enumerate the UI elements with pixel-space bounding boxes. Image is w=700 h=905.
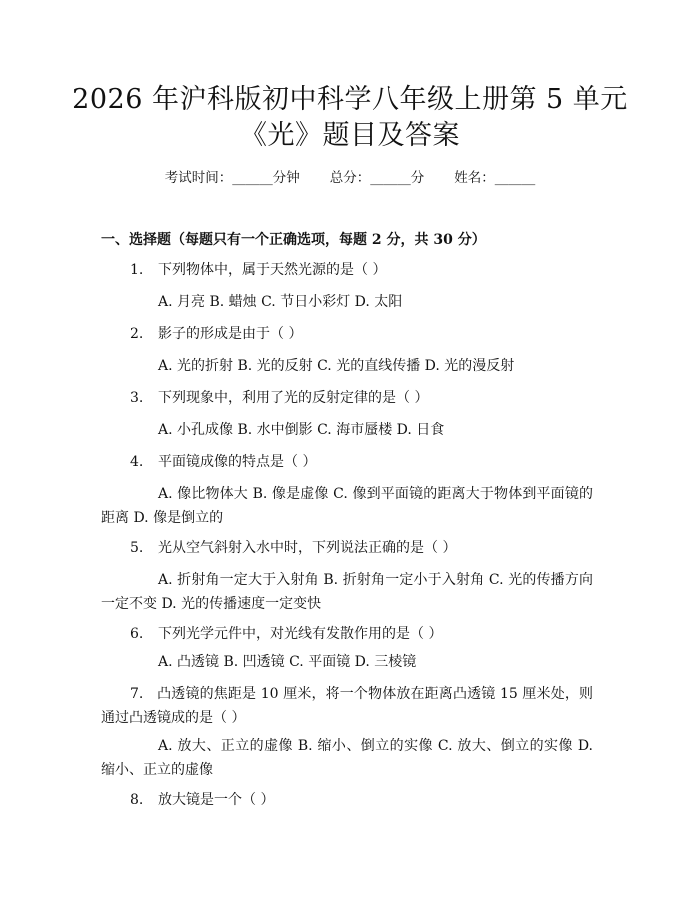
question-options: A. 像比物体大 B. 像是虚像 C. 像到平面镜的距离大于物体到平面镜的距离 D. 像是倒立的 (101, 486, 593, 526)
question-text: 下列光学元件中，对光线有发散作用的是（ ） (158, 626, 443, 642)
doc-title-line2: 《光》题目及答案 (240, 120, 460, 151)
question (130, 388, 428, 408)
question-text: 光从空气斜射入水中时，下列说法正确的是（ ） (158, 540, 457, 556)
question-text: 下列物体中，属于天然光源的是（ ） (158, 262, 387, 278)
question-options: A. 月亮 B. 蜡烛 C. 节日小彩灯 D. 太阳 (158, 294, 403, 310)
question-text: 平面镜成像的特点是（ ） (158, 454, 317, 470)
question (130, 538, 456, 558)
question (130, 452, 316, 472)
exam-time: 考试时间：______分钟 (164, 170, 300, 186)
question-number: 2. (130, 326, 144, 342)
question (130, 790, 274, 810)
exam-info-line (0, 168, 700, 188)
question-number: 8. (130, 792, 144, 808)
question (130, 624, 442, 644)
question-number: 4. (130, 454, 144, 470)
question-options: A. 折射角一定大于入射角 B. 折射角一定小于入射角 C. 光的传播方向一定不变 D. 光的传播速度一定变快 (101, 572, 593, 612)
doc-title-line1: 2026 年沪科版初中科学八年级上册第 5 单元 (72, 84, 628, 115)
question-options: A. 凸透镜 B. 凹透镜 C. 平面镜 D. 三棱镜 (158, 654, 417, 670)
question-text: 下列现象中，利用了光的反射定律的是（ ） (158, 390, 429, 406)
question (101, 682, 593, 730)
question-number: 5. (130, 540, 144, 556)
section-heading: 一、选择题（每题只有一个正确选项，每题 2 分，共 30 分） (101, 232, 486, 248)
question-text: 凸透镜的焦距是 10 厘米，将一个物体放在距离凸透镜 15 厘米处，则通过凸透镜成的是（ ） (101, 686, 593, 726)
question-text: 影子的形成是由于（ ） (158, 326, 303, 342)
question-options: A. 小孔成像 B. 水中倒影 C. 海市蜃楼 D. 日食 (158, 422, 445, 438)
question-number: 6. (130, 626, 144, 642)
question-number: 1. (130, 262, 144, 278)
question (130, 260, 386, 280)
exam-total-score: 总分：______分 (329, 170, 425, 186)
question (130, 324, 302, 344)
exam-name: 姓名：______ (454, 170, 536, 186)
question-options: A. 光的折射 B. 光的反射 C. 光的直线传播 D. 光的漫反射 (158, 358, 515, 374)
question-number: 7. (130, 686, 144, 702)
question-options: A. 放大、正立的虚像 B. 缩小、倒立的实像 C. 放大、倒立的实像 D. 缩小、正立的虚像 (101, 738, 593, 778)
question-number: 3. (130, 390, 144, 406)
question-text: 放大镜是一个（ ） (158, 792, 275, 808)
